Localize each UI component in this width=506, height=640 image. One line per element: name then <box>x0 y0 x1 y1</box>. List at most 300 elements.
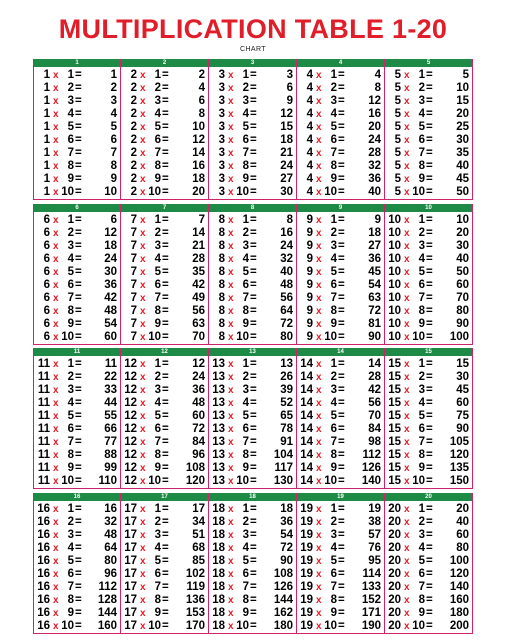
table-row <box>385 594 472 607</box>
product: 68 <box>192 541 205 554</box>
multiplier: 10 <box>412 475 425 487</box>
equals-sign: = <box>426 304 433 317</box>
times-sign: x <box>316 424 322 435</box>
product: 6 <box>286 82 293 94</box>
equals-sign: = <box>426 593 433 606</box>
multiplicand: 13 <box>212 462 225 474</box>
product: 180 <box>273 619 293 632</box>
multiplier: 9 <box>330 173 337 185</box>
product: 4 <box>374 69 381 81</box>
product: 120 <box>449 567 469 580</box>
product: 112 <box>362 449 381 461</box>
equals-sign: = <box>162 82 169 94</box>
table-block-6 <box>33 204 121 345</box>
times-sign: x <box>140 292 146 304</box>
multiplier: 3 <box>330 95 337 107</box>
times-sign: x <box>53 305 59 317</box>
page-title: MULTIPLICATION TABLE 1-20 <box>58 14 448 44</box>
multiplicand: 5 <box>394 95 401 107</box>
multiplicand: 4 <box>306 186 313 198</box>
multiplicand: 2 <box>130 147 137 159</box>
multiplicand: 20 <box>388 567 401 580</box>
times-sign: x <box>404 581 410 593</box>
equals-sign: = <box>250 317 257 330</box>
product: 50 <box>456 265 469 278</box>
product: 119 <box>186 580 205 593</box>
product: 7 <box>110 147 117 159</box>
times-sign: x <box>228 594 234 606</box>
multiplicand: 13 <box>212 449 225 461</box>
equals-sign: = <box>338 82 345 94</box>
multiplicand: 3 <box>218 121 225 133</box>
equals-sign: = <box>162 108 169 120</box>
multiplier: 9 <box>67 462 74 474</box>
times-sign: x <box>53 96 59 107</box>
product: 30 <box>456 371 469 383</box>
equals-sign: = <box>75 358 82 370</box>
equals-sign: = <box>250 69 257 81</box>
multiplicand: 10 <box>388 291 401 304</box>
multiplicand: 8 <box>218 265 225 278</box>
equals-sign: = <box>338 541 345 554</box>
table-row <box>121 134 208 147</box>
product: 40 <box>280 265 293 278</box>
product: 96 <box>192 449 205 461</box>
times-sign: x <box>228 292 234 304</box>
times-sign: x <box>404 529 410 541</box>
multiplicand: 2 <box>130 186 137 198</box>
multiplicand: 4 <box>306 69 313 81</box>
product: 6 <box>198 95 205 107</box>
times-sign: x <box>53 135 59 146</box>
times-sign: x <box>228 568 234 580</box>
multiplicand: 3 <box>218 108 225 120</box>
multiplier: 5 <box>67 410 74 422</box>
multiplier: 7 <box>242 436 249 448</box>
equals-sign: = <box>75 436 82 448</box>
multiplier: 6 <box>242 423 249 435</box>
table-row <box>121 214 208 227</box>
table-row <box>385 69 472 82</box>
product: 10 <box>192 121 205 133</box>
equals-sign: = <box>75 121 82 133</box>
multiplicand: 19 <box>300 593 313 606</box>
table-block-14 <box>297 348 385 489</box>
equals-sign: = <box>338 160 345 172</box>
multiplicand: 20 <box>388 554 401 567</box>
multiplier: 1 <box>242 69 249 81</box>
times-sign: x <box>140 411 146 422</box>
multiplier: 8 <box>154 449 161 461</box>
table-row <box>209 134 296 147</box>
equals-sign: = <box>162 304 169 317</box>
equals-sign: = <box>338 173 345 185</box>
table-row <box>297 384 384 397</box>
equals-sign: = <box>426 580 433 593</box>
multiplicand: 16 <box>37 619 50 632</box>
multiplicand: 13 <box>212 384 225 396</box>
multiplier: 10 <box>236 330 249 343</box>
times-sign: x <box>53 266 59 278</box>
multiplicand: 11 <box>37 371 50 383</box>
multiplicand: 8 <box>218 291 225 304</box>
multiplicand: 9 <box>306 239 313 252</box>
times-sign: x <box>228 135 234 146</box>
table-row <box>297 227 384 240</box>
multiplicand: 18 <box>212 528 225 541</box>
multiplier: 9 <box>418 606 425 619</box>
product: 24 <box>192 371 205 383</box>
multiplicand: 14 <box>300 436 313 448</box>
product: 135 <box>449 462 469 474</box>
table-header: 5 <box>385 59 472 67</box>
product: 21 <box>192 239 205 252</box>
table-header: 11 <box>34 348 120 356</box>
multiplier: 8 <box>330 304 337 317</box>
table-row <box>34 227 120 240</box>
multiplicand: 13 <box>212 397 225 409</box>
multiplier: 1 <box>418 358 425 370</box>
table-row <box>34 82 120 95</box>
times-sign: x <box>404 109 410 120</box>
equals-sign: = <box>250 213 257 226</box>
multiplier: 8 <box>242 160 249 172</box>
multiplier: 4 <box>67 397 74 409</box>
table-row <box>121 384 208 397</box>
times-sign: x <box>228 424 234 435</box>
times-sign: x <box>228 83 234 94</box>
times-sign: x <box>53 424 59 435</box>
multiplicand: 8 <box>218 239 225 252</box>
times-sign: x <box>228 450 234 461</box>
equals-sign: = <box>338 554 345 567</box>
product: 108 <box>273 567 293 580</box>
times-sign: x <box>140 463 146 474</box>
table-row <box>34 423 120 436</box>
equals-sign: = <box>338 567 345 580</box>
multiplier: 6 <box>330 278 337 291</box>
multiplicand: 9 <box>306 265 313 278</box>
equals-sign: = <box>162 436 169 448</box>
equals-sign: = <box>426 317 433 330</box>
multiplicand: 16 <box>37 567 50 580</box>
equals-sign: = <box>338 528 345 541</box>
multiplicand: 15 <box>388 397 401 409</box>
multiplicand: 2 <box>130 160 137 172</box>
table-row <box>297 568 384 581</box>
multiplicand: 4 <box>306 134 313 146</box>
equals-sign: = <box>162 606 169 619</box>
multiplicand: 5 <box>394 186 401 198</box>
multiplicand: 17 <box>124 515 137 528</box>
table-header: 4 <box>297 59 384 67</box>
product: 42 <box>192 278 205 291</box>
product: 81 <box>368 317 381 330</box>
times-sign: x <box>404 83 410 94</box>
times-sign: x <box>228 411 234 422</box>
multiplier: 10 <box>236 475 249 487</box>
multiplier: 8 <box>67 449 74 461</box>
multiplicand: 14 <box>300 449 313 461</box>
product: 65 <box>280 410 293 422</box>
table-header: 20 <box>385 493 472 501</box>
multiplier: 8 <box>242 449 249 461</box>
multiplicand: 18 <box>212 567 225 580</box>
multiplicand: 11 <box>37 384 50 396</box>
table-row <box>121 568 208 581</box>
multiplicand: 9 <box>306 304 313 317</box>
product: 60 <box>456 278 469 291</box>
product: 55 <box>104 410 117 422</box>
table-row <box>297 82 384 95</box>
multiplier: 4 <box>154 252 161 265</box>
times-sign: x <box>404 214 410 226</box>
times-sign: x <box>316 450 322 461</box>
times-sign: x <box>404 424 410 435</box>
multiplicand: 11 <box>37 423 50 435</box>
product: 28 <box>192 252 205 265</box>
table-row <box>209 397 296 410</box>
multiplier: 2 <box>242 82 249 94</box>
table-row <box>34 542 120 555</box>
table-row <box>209 529 296 542</box>
product: 42 <box>104 291 117 304</box>
multiplicand: 19 <box>300 567 313 580</box>
table-row <box>385 147 472 160</box>
times-sign: x <box>316 214 322 226</box>
product: 140 <box>361 475 381 487</box>
equals-sign: = <box>162 173 169 185</box>
times-sign: x <box>228 161 234 172</box>
product: 20 <box>456 108 469 120</box>
times-sign: x <box>228 187 234 198</box>
multiplier: 3 <box>154 528 161 541</box>
equals-sign: = <box>250 239 257 252</box>
times-sign: x <box>140 516 146 528</box>
times-sign: x <box>316 70 322 81</box>
product: 70 <box>456 291 469 304</box>
multiplier: 8 <box>242 304 249 317</box>
multiplicand: 1 <box>43 69 50 81</box>
times-sign: x <box>316 594 322 606</box>
times-sign: x <box>404 516 410 528</box>
times-sign: x <box>316 385 322 396</box>
multiplicand: 14 <box>300 410 313 422</box>
product: 171 <box>361 606 381 619</box>
multiplier: 3 <box>330 528 337 541</box>
product: 6 <box>110 213 117 226</box>
multiplicand: 17 <box>124 593 137 606</box>
multiplicand: 5 <box>394 147 401 159</box>
multiplier: 8 <box>154 593 161 606</box>
equals-sign: = <box>250 108 257 120</box>
times-sign: x <box>140 70 146 81</box>
equals-sign: = <box>162 226 169 239</box>
equals-sign: = <box>162 475 169 487</box>
multiplier: 1 <box>67 213 74 226</box>
equals-sign: = <box>250 606 257 619</box>
equals-sign: = <box>162 567 169 580</box>
equals-sign: = <box>75 371 82 383</box>
equals-sign: = <box>338 186 345 198</box>
product: 112 <box>98 580 117 593</box>
multiplier: 3 <box>154 239 161 252</box>
product: 72 <box>192 423 205 435</box>
multiplier: 10 <box>412 186 425 198</box>
table-row <box>209 607 296 620</box>
multiplicand: 7 <box>130 304 137 317</box>
table-row <box>209 358 296 371</box>
multiplicand: 2 <box>130 173 137 185</box>
equals-sign: = <box>426 502 433 515</box>
product: 102 <box>185 567 205 580</box>
equals-sign: = <box>426 278 433 291</box>
times-sign: x <box>316 411 322 422</box>
multiplicand: 8 <box>218 317 225 330</box>
multiplicand: 14 <box>300 358 313 370</box>
multiplier: 7 <box>330 436 337 448</box>
table-row <box>34 121 120 134</box>
multiplicand: 9 <box>306 330 313 343</box>
equals-sign: = <box>162 502 169 515</box>
multiplier: 1 <box>67 502 74 515</box>
multiplier: 6 <box>67 134 74 146</box>
product: 72 <box>280 317 293 330</box>
multiplier: 8 <box>330 449 337 461</box>
times-sign: x <box>53 331 59 343</box>
product: 30 <box>280 186 293 198</box>
times-sign: x <box>404 620 410 632</box>
table-row <box>121 121 208 134</box>
multiplier: 1 <box>154 69 161 81</box>
multiplicand: 12 <box>124 449 137 461</box>
table-row <box>34 318 120 331</box>
times-sign: x <box>228 359 234 370</box>
multiplier: 1 <box>418 213 425 226</box>
multiplicand: 14 <box>300 384 313 396</box>
multiplicand: 17 <box>124 554 137 567</box>
table-row <box>34 568 120 581</box>
product: 126 <box>273 580 293 593</box>
product: 19 <box>368 502 381 515</box>
multiplier: 2 <box>67 371 74 383</box>
product: 48 <box>192 397 205 409</box>
equals-sign: = <box>162 121 169 133</box>
equals-sign: = <box>75 186 82 198</box>
times-sign: x <box>316 253 322 265</box>
multiplicand: 8 <box>218 304 225 317</box>
table-block-5 <box>385 59 473 200</box>
table-row <box>121 186 208 199</box>
multiplicand: 17 <box>124 502 137 515</box>
product: 54 <box>280 528 293 541</box>
equals-sign: = <box>75 580 82 593</box>
equals-sign: = <box>426 186 433 198</box>
times-sign: x <box>53 109 59 120</box>
table-row <box>209 436 296 449</box>
multiplicand: 1 <box>43 108 50 120</box>
product: 16 <box>280 226 293 239</box>
times-sign: x <box>53 542 59 554</box>
product: 51 <box>192 528 205 541</box>
times-sign: x <box>53 594 59 606</box>
table-block-2 <box>121 59 209 200</box>
multiplicand: 10 <box>388 278 401 291</box>
multiplier: 2 <box>67 82 74 94</box>
equals-sign: = <box>75 397 82 409</box>
equals-sign: = <box>250 252 257 265</box>
times-sign: x <box>404 96 410 107</box>
product: 48 <box>104 304 117 317</box>
equals-sign: = <box>162 317 169 330</box>
multiplier: 7 <box>154 580 161 593</box>
product: 76 <box>368 541 381 554</box>
multiplier: 10 <box>61 186 74 198</box>
product: 6 <box>110 134 117 146</box>
times-sign: x <box>228 463 234 474</box>
multiplicand: 8 <box>218 330 225 343</box>
product: 54 <box>104 317 117 330</box>
equals-sign: = <box>162 291 169 304</box>
product: 160 <box>449 593 469 606</box>
multiplier: 2 <box>154 515 161 528</box>
table-row <box>385 108 472 121</box>
table-row <box>121 227 208 240</box>
times-sign: x <box>404 227 410 239</box>
product: 22 <box>104 371 117 383</box>
equals-sign: = <box>75 593 82 606</box>
product: 96 <box>104 567 117 580</box>
product: 39 <box>280 384 293 396</box>
product: 36 <box>280 515 293 528</box>
equals-sign: = <box>426 213 433 226</box>
times-sign: x <box>140 174 146 185</box>
multiplicand: 15 <box>388 436 401 448</box>
equals-sign: = <box>426 108 433 120</box>
table-row <box>385 384 472 397</box>
equals-sign: = <box>426 606 433 619</box>
product: 20 <box>192 186 205 198</box>
table-header: 2 <box>121 59 208 67</box>
equals-sign: = <box>250 291 257 304</box>
equals-sign: = <box>338 147 345 159</box>
equals-sign: = <box>426 619 433 632</box>
multiplier: 3 <box>67 384 74 396</box>
table-row <box>209 160 296 173</box>
product: 90 <box>280 554 293 567</box>
times-sign: x <box>140 607 146 619</box>
multiplier: 4 <box>154 108 161 120</box>
multiplier: 2 <box>154 371 161 383</box>
equals-sign: = <box>75 410 82 422</box>
table-row <box>385 240 472 253</box>
equals-sign: = <box>250 173 257 185</box>
table-row <box>121 594 208 607</box>
table-row <box>209 240 296 253</box>
equals-sign: = <box>338 619 345 632</box>
multiplicand: 19 <box>300 515 313 528</box>
table-row <box>121 253 208 266</box>
times-sign: x <box>404 450 410 461</box>
multiplicand: 7 <box>130 239 137 252</box>
multiplier: 9 <box>154 462 161 474</box>
equals-sign: = <box>426 134 433 146</box>
multiplicand: 4 <box>306 82 313 94</box>
times-sign: x <box>404 266 410 278</box>
multiplicand: 16 <box>37 528 50 541</box>
multiplicand: 20 <box>388 515 401 528</box>
table-row <box>121 516 208 529</box>
